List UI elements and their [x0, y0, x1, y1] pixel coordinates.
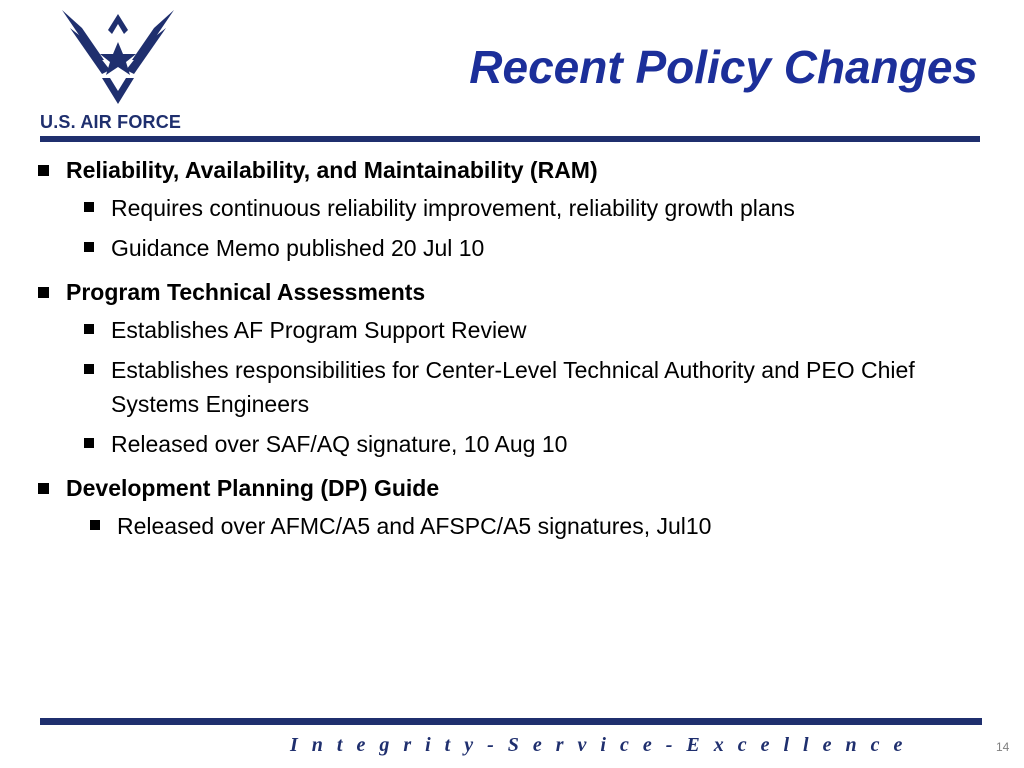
list-item [84, 231, 926, 265]
logo-wordmark: U.S. AIR FORCE [40, 112, 182, 132]
square-bullet-icon [84, 438, 94, 448]
list-item-text: Released over AFMC/A5 and AFSPC/A5 signatures, Jul10 [117, 513, 712, 539]
square-bullet-icon [90, 520, 100, 530]
list-item-text: Guidance Memo published 20 Jul 10 [111, 235, 485, 261]
list-item [84, 313, 926, 347]
footer-divider [40, 718, 982, 725]
list-item [84, 427, 926, 461]
header-divider [40, 136, 980, 142]
slide-title: Recent Policy Changes [469, 41, 978, 93]
air-force-logo [32, 8, 204, 138]
square-bullet-icon [38, 165, 49, 176]
footer-motto: I n t e g r i t y - S e r v i c e - E x c e l l e n c e [290, 734, 907, 756]
square-bullet-icon [84, 364, 94, 374]
list-item [84, 191, 926, 225]
list-item-text: Establishes AF Program Support Review [111, 317, 527, 343]
section-heading-dp [36, 473, 936, 503]
list-item [84, 353, 926, 421]
square-bullet-icon [38, 287, 49, 298]
list-item-text: Released over SAF/AQ signature, 10 Aug 10 [111, 431, 568, 457]
section-heading-ram [36, 155, 936, 185]
section-heading-text: Development Planning (DP) Guide [66, 475, 440, 501]
list-item-text: Establishes responsibilities for Center-Level Technical Authority and PEO Chief Systems Engineers [111, 357, 915, 417]
square-bullet-icon [84, 242, 94, 252]
page-number: 14 [996, 740, 1010, 754]
square-bullet-icon [38, 483, 49, 494]
list-item-text: Requires continuous reliability improvement, reliability growth plans [111, 195, 795, 221]
section-heading-pta [36, 277, 936, 307]
list-item [90, 509, 932, 543]
section-heading-text: Reliability, Availability, and Maintainability (RAM) [66, 157, 598, 183]
square-bullet-icon [84, 324, 94, 334]
section-heading-text: Program Technical Assessments [66, 279, 426, 305]
square-bullet-icon [84, 202, 94, 212]
air-force-wings-icon [62, 8, 174, 108]
slide-content [36, 152, 936, 543]
